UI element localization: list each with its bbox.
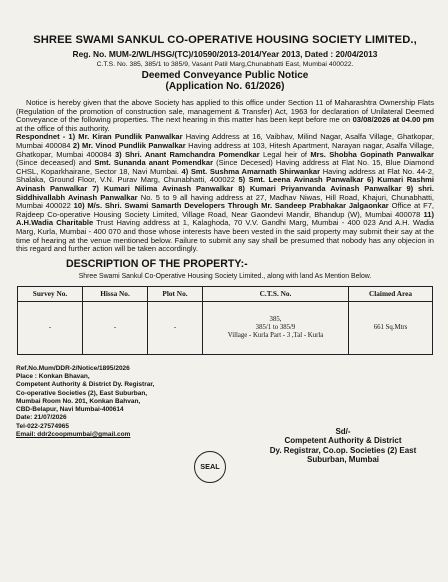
- intro-text: Notice is hereby given that the above Society has applied to this office under Section 11 of Maharashtra Ownership Flats (Regulation of the promotion of construction sale, management & Transfer) Act, 1963 for declaration of Unilateral Deemed Conveyance of the following properties. The next hearing in this matter has been kept before me on: [16, 98, 434, 125]
- society-name: SHREE SWAMI SANKUL CO-OPERATIVE HOUSING SOCIETY LIMITED.,: [33, 34, 417, 46]
- respondent-2-name: 2) Mr. Vinod Pundlik Panwalkar: [72, 140, 186, 150]
- respondent-11-text: Trust Having address at 1, Kalaghoda, 70 V.V. Gandhi Marg, Mumbai - 400 023 And A.H. Wadia Marg, Kurla, Mumbai - 400 070 and those whose interests have been vested in the said property may submit their say at the time of hearing at the venue mentioned below. Failure to submit any say shall be presumed that nobody has any objecion in this regard and further action will be taken accordingly.: [16, 218, 434, 254]
- cts-line-1: 385,: [269, 315, 282, 323]
- signatory-line-3: Suburban, Mumbai: [307, 455, 379, 465]
- official-seal: SEAL: [194, 451, 226, 483]
- property-description-subtitle: Shree Swami Sankul Co-Operative Housing Society Limited., along with land As Mention Below.: [78, 272, 372, 280]
- respondent-10-address: Office at F7, Rajdeep Co-operative Housing Society Limited, Village Road, Near Gaondevi Mandir, Bhandup (W), Mumbai 400078: [16, 201, 434, 219]
- cts-line-3: Village - Kurla Part - 3 ,Tal - Kurla: [227, 331, 324, 339]
- telephone: Tel-022-27574965: [16, 422, 70, 430]
- column-header-cts: C.T.S. No.: [203, 286, 349, 301]
- email-link[interactable]: Email: ddr2coopmumbai@gmail.com: [16, 431, 131, 439]
- cell-survey: -: [18, 301, 83, 354]
- notice-body: [16, 99, 434, 254]
- cell-area: 661 Sq.Mtrs: [349, 301, 433, 354]
- respondent-3-heir: Mrs. Shobha Gopinath Panwalkar: [310, 149, 434, 159]
- respondent-3-address: (Since Decesed) Having address at Flat No. 15, Blue Diamond CHSL, Koparkhairane, Sector 18, Navi Mumbai.: [16, 158, 434, 176]
- respondent-3-text: Legal heir of: [259, 149, 311, 159]
- respondent-3-heir2: Smt. Sunanda anant Pomendkar: [94, 158, 214, 168]
- respondent-10-name: 10) M/s. Shri. Swami Samarth Developers Through Mr. Sandeep Prabhakar Jalgaonkar: [73, 201, 389, 211]
- reference-number: Ref.No.Mum/DDR-2/Notice/1895/2026: [16, 364, 130, 372]
- property-table: [17, 286, 433, 355]
- signatory-line-1: Competent Authority & District: [284, 436, 402, 446]
- office-line-4: CBD-Belapur, Navi Mumbai-400614: [16, 406, 124, 414]
- column-header-plot: Plot No.: [148, 286, 203, 301]
- respondent-1-name: Respondnet - 1) Mr. Kiran Pundlik Panwalkar: [16, 132, 183, 142]
- cell-plot: -: [148, 301, 203, 354]
- cts-line-2: 385/1 to 385/9: [255, 323, 296, 331]
- property-description-title: DESCRIPTION OF THE PROPERTY:-: [66, 257, 248, 270]
- hearing-date: 03/08/2026 at 04.00 pm: [352, 115, 434, 125]
- office-line-2: Co-operative Societies (2), East Suburban,: [16, 389, 148, 397]
- registration-number: Reg. No. MUM-2/WL/HSG/(TC)/10590/2013-2014/Year 2013, Dated : 20/04/2013: [72, 49, 378, 59]
- notice-date: Date: 21/07/2026: [16, 414, 67, 422]
- respondent-5-9-address: No. 5 to 9 all having address at 27, Madhav Niwas, Hill Road, Khajuri, Chunabhatti, Mumbai 400022: [16, 192, 435, 211]
- application-number: (Application No. 61/2026): [165, 81, 285, 92]
- respondent-4-name: 4) Smt. Sushma Amarnath Shirwankar: [181, 166, 321, 176]
- signatory-line-2: Dy. Registrar, Co.op. Societies (2) East: [269, 445, 417, 455]
- society-address: C.T.S. No. 385, 385/1 to 385/9, Vasant Patil Marg,Chunabhatti East, Mumbai 400022.: [96, 61, 354, 68]
- table-row: [18, 301, 433, 354]
- column-header-hissa: Hissa No.: [83, 286, 148, 301]
- office-line-1: Competent Authority & District Dy. Registrar,: [16, 381, 155, 389]
- notice-footer: [16, 364, 434, 471]
- respondent-3-name: 3) Shri. Anant Ramchandra Pomendkar: [114, 149, 260, 159]
- cell-cts: [203, 301, 349, 354]
- column-header-survey: Survey No.: [18, 286, 83, 301]
- place: Place : Konkan Bhavan,: [16, 372, 90, 380]
- respondent-5-9-names: 5) Smt. Leena Avinash Panwalkar 6) Kumari Rashmi Avinash Panwalkar 7) Kumari Nilima Avinash Panwalkar 8) Kumari Priyanvanda Avinash Panwalkar 9) shri. Siddhivallabh Avinash Panwalkar: [16, 175, 434, 202]
- after-hearing-text: at the office of this authority.: [16, 123, 110, 133]
- notice-title: Deemed Conveyance Public Notice: [141, 70, 309, 81]
- table-header-row: [18, 286, 433, 301]
- respondent-11-name: 11) A.H.Wadia Charitable: [16, 209, 434, 228]
- respondent-4-address: Having address at Flat No. 44-2, Shalaka, Ground Floor, V.N. Purav Marg, Chunabhatti, 400022: [16, 166, 434, 185]
- column-header-area: Claimed Area: [349, 286, 433, 301]
- signature-block: [234, 427, 448, 465]
- respondent-2-address: Having address at 103, Hitesh Apartment, Narayan nagar, Asalfa Village, Ghatkopar, Mumbai 400084: [16, 140, 434, 159]
- respondent-1-address: Having Address at 16, Vaibhav, Milind Nagar, Asalfa Village, Ghatkopar, Mumbai 400084: [16, 132, 434, 150]
- office-line-3: Mumbai Room No. 201, Konkan Bahvan,: [16, 397, 141, 405]
- cell-hissa: -: [83, 301, 148, 354]
- respondent-3-text2: (Since deceased) and: [16, 158, 95, 168]
- signature-sd: Sd/-: [335, 426, 351, 436]
